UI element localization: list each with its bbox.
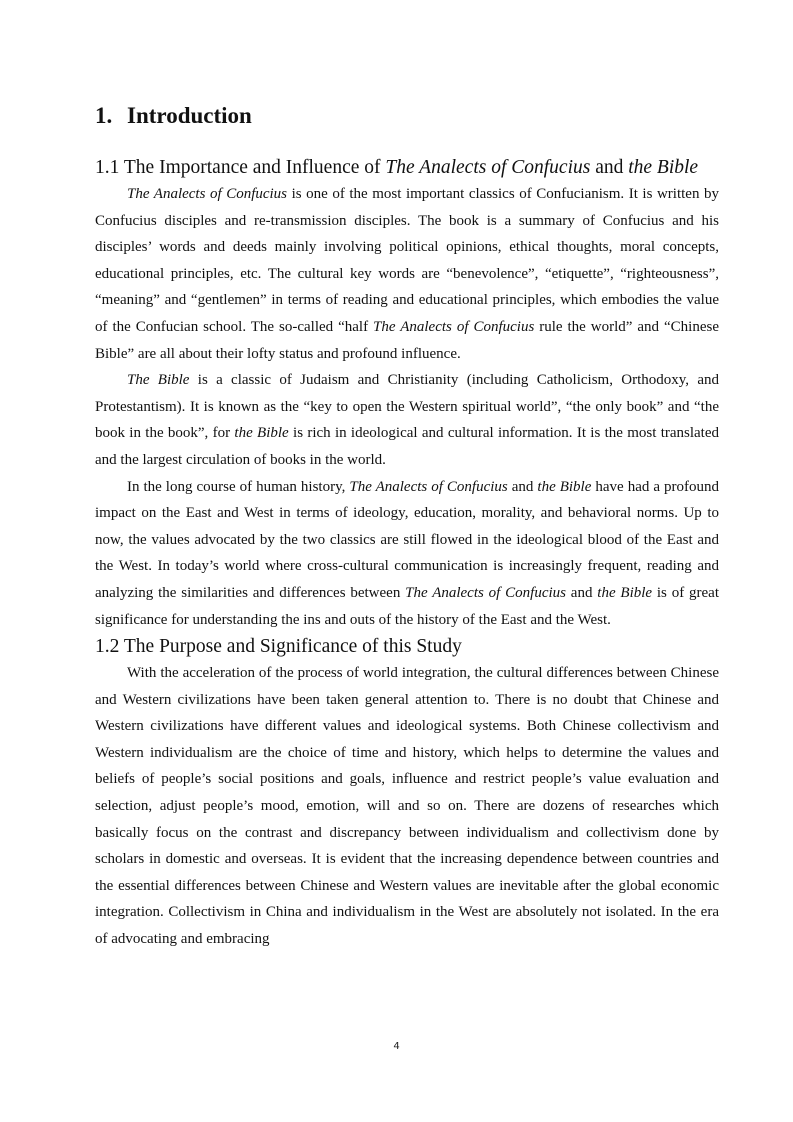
book-title: the Bible	[234, 425, 289, 442]
paragraph-analects	[95, 181, 719, 367]
chapter-number: 1.	[95, 103, 113, 128]
section-heading-1-1	[95, 154, 719, 181]
paragraph-text: is of great significance for understanding the ins and outs of the history of the East and the West.	[95, 584, 719, 628]
section-title-italic-part: the Bible	[628, 157, 699, 178]
paragraph-bible	[95, 367, 719, 473]
section-title-part: 1.1 The Importance and Influence of	[95, 157, 386, 178]
paragraph-text: is a classic of Judaism and Christianity (including Catholicism, Orthodoxy, and Protestantism). It is known as the “key to open the Western spiritual world”, “the only book” and “the book in the book”, for	[95, 372, 719, 442]
paragraph-text: and	[507, 478, 538, 495]
paragraph-text: and	[565, 584, 598, 601]
paragraph-text: is rich in ideological and cultural information. It is the most translated and the largest circulation of books in the world.	[95, 425, 720, 468]
page-content	[95, 100, 719, 953]
paragraph-history	[95, 474, 719, 634]
book-title: The Bible	[127, 372, 190, 389]
paragraph-text: is one of the most important classics of Confucianism. It is written by Confucius disciples and re-transmission disciples. The book is a summary of Confucius and his disciples’ words and deeds mainly involving political opinions, ethical thoughts, moral concepts, educational principles, etc. The cultural key words are “benevolence”, “etiquette”, “righteousness”, “meaning” and “gentlemen” in terms of reading and educational principles, which embodies the value of the Confucian school. The so-called “half	[95, 186, 719, 335]
paragraph-purpose: With the acceleration of the process of world integration, the cultural differences between Chinese and Western civilizations have been taken general attention to. There is no doubt that Chinese and Western civilizations have different values and ideological systems. Both Chinese collectivism and Western individualism are the choice of time and history, which helps to determine the values and beliefs of people’s social positions and goals, influence and restrict people’s value evaluation and selection, adjust people’s mood, emotion, will and so on. There are dozens of researches which basically focus on the contrast and discrepancy between individualism and collectivism done by scholars in domestic and overseas. It is evident that the increasing dependence between countries and the essential differences between Chinese and Western values are inevitable after the global economic integration. Collectivism in China and individualism in the West are absolutely not isolated. In the era of advocating and embracing	[95, 665, 719, 948]
chapter-title: Introduction	[127, 103, 252, 128]
paragraph-text: have had a profound impact on the East and West in terms of ideology, education, morality, and behavioral norms. Up to now, the values advocated by the two classics are still flowed in the ideological blood of the East and the West. In today’s world where cross-cultural communication is increasingly frequent, reading and analyzing the similarities and differences between	[95, 478, 719, 601]
section-heading-1-2: 1.2 The Purpose and Significance of this Study	[95, 636, 462, 658]
section-title-italic-part: The Analects of Confucius	[385, 157, 591, 178]
book-title: The Analects of Confucius	[373, 318, 535, 335]
paragraph-text: In the long course of human history,	[127, 478, 350, 495]
section-title-part: and	[590, 157, 629, 178]
book-title: The Analects of Confucius	[127, 186, 288, 202]
book-title: the Bible	[597, 584, 653, 601]
book-title: The Analects of Confucius	[349, 478, 508, 495]
page-number: 4	[393, 1041, 400, 1052]
book-title: The Analects of Confucius	[405, 584, 566, 601]
book-title: the Bible	[537, 478, 592, 495]
paragraph-text: rule the world” and “Chinese Bible” are all about their lofty status and profound influence.	[95, 318, 719, 362]
chapter-heading	[95, 100, 719, 132]
